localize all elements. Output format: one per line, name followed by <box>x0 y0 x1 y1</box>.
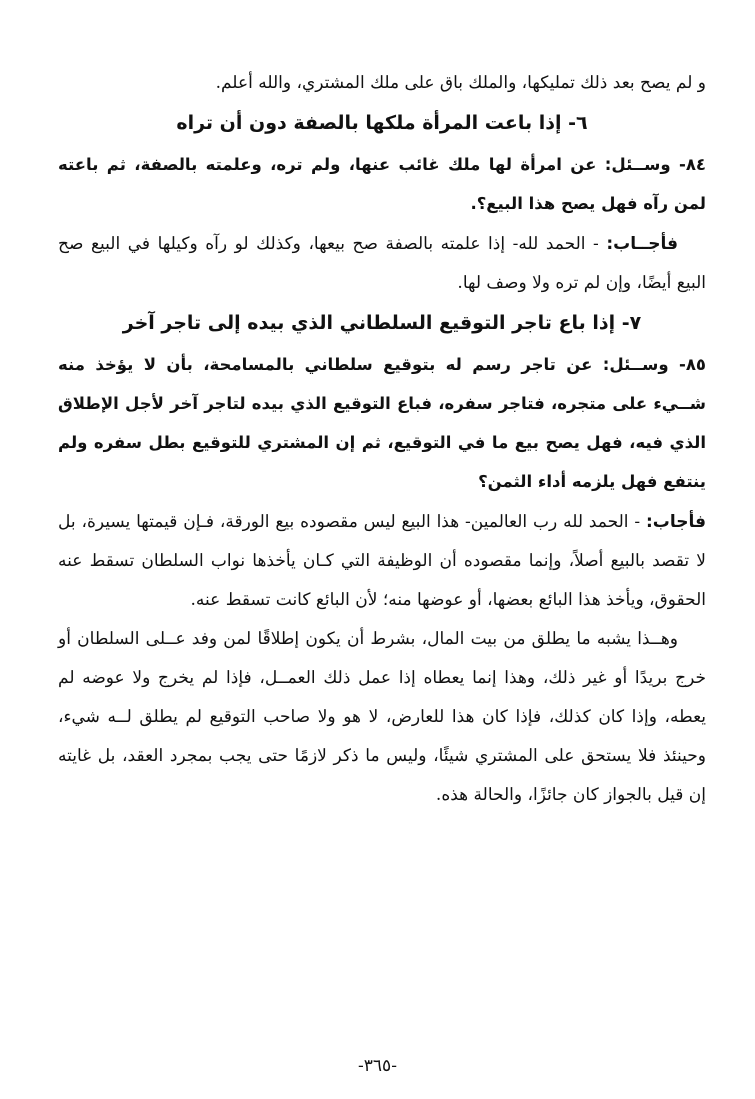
answer-84 <box>58 225 706 303</box>
closing-line-previous-answer: و لم يصح بعد ذلك تمليكها، والملك باق على ملك المشتري، والله أعلم. <box>215 73 706 93</box>
document-page <box>58 64 706 815</box>
question-85-text: عن تاجر رسم له بتوقيع سلطاني بالمسامحة، بأن لا يؤخذ منه شــيء على متجره، فتاجر سفره، فباع التوقيع الذي بيده لتاجر آخر لأجل الإطلاق الذي فيه، فهل يصح بيع ما في التوقيع، ثم إن المشتري للتوقيع بطل سفره ولم ينتفع فهل يلزمه أداء الثمن؟ <box>58 355 706 491</box>
answer-84-text: - الحمد لله- إذا علمته بالصفة صح بيعها، وكذلك لو رآه وكيلها في البيع صح البيع أيضًا، وإن لم تره ولا وصف لها. <box>58 234 706 293</box>
question-84 <box>58 145 706 223</box>
question-85-label: ٨٥- وســئل: <box>602 355 707 374</box>
answer-85-text: - الحمد لله رب العالمين- هذا البيع ليس مقصوده بيع الورقة، فـإن قيمتها يسيرة، بل لا تقصد بالبيع أصلاً، وإنما مقصوده أن الوظيفة التي كـان يأخذها نواب السلطان تسقط عنه الحقوق، ويأخذ هذا البائع بعضها، أو عوضها منه؛ لأن البائع كانت تسقط عنه. <box>58 512 706 610</box>
page-number: -٣٦٥- <box>358 1056 397 1076</box>
question-85 <box>58 345 706 501</box>
paragraph-continuation: وهــذا يشبه ما يطلق من بيت المال، بشرط أن يكون إطلاقًا لمن وفد عــلى السلطان أو خرج بريدًا أو غير ذلك، وهذا إنما يعطاه إذا عمل ذلك العمــل، فإذا لم يخرج ولا عوضه لم يعطه، وإذا كان كذلك، فإذا كان هذا للعارض، لا هو ولا صاحب التوقيع لم يطلق لــه شيء، وحينئذ فلا يستحق على المشتري شيئًا، وليس ما ذكر لازمًا حتى يجب بمجرد العقد، بل غايته إن قيل بالجواز كان جائزًا، والحالة هذه. <box>58 629 706 805</box>
question-84-label: ٨٤- وســئل: <box>604 155 706 174</box>
answer-85-label: فأجاب: <box>645 512 706 532</box>
question-84-text: عن امرأة لها ملك غائب عنها، ولم تره، وعلمته بالصفة، ثم باعته لمن رآه فهل يصح هذا البيع؟. <box>58 155 706 213</box>
answer-85 <box>58 503 706 620</box>
section-heading-7: ٧- إذا باع تاجر التوقيع السلطاني الذي بيده إلى تاجر آخر <box>122 312 642 334</box>
answer-84-label: فأجــاب: <box>606 234 678 254</box>
section-heading-6: ٦- إذا باعت المرأة ملكها بالصفة دون أن تراه <box>176 112 588 134</box>
